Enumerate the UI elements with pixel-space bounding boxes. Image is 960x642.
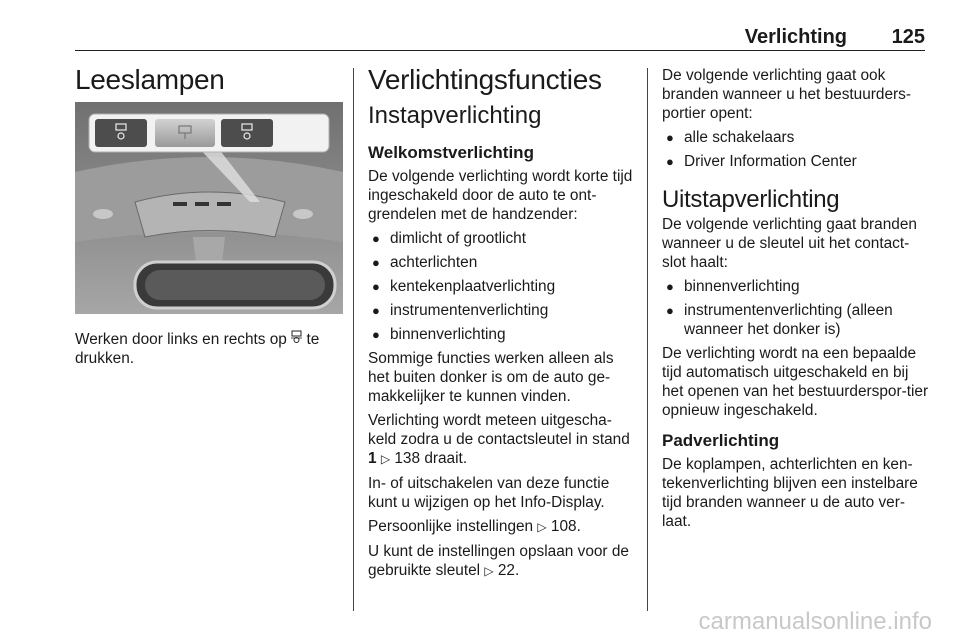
bullet-list [662, 128, 930, 171]
list-item: ● dimlicht of grootlicht [368, 229, 636, 248]
watermark: carmanualsonline.info [698, 608, 932, 635]
list-item: ● Driver Information Center [662, 152, 930, 171]
paragraph: De volgende verlichting gaat ook branden wanneer u het bestuurders-portier opent: [662, 67, 911, 122]
paragraph: U kunt de instellingen opslaan voor de gebruikte sleutel ▷ 22. [368, 543, 629, 579]
page-reference-link[interactable]: 108. [550, 518, 581, 535]
section-heading: Verlichtingsfuncties [368, 64, 602, 95]
reference-arrow-icon: ▷ [537, 520, 547, 534]
section-heading: Leeslampen [75, 64, 225, 95]
paragraph: Sommige functies werken alleen als het buiten donker is om de auto ge-makkelijker te kunnen vinden. [368, 350, 614, 405]
subsubsection-heading: Welkomstverlichting [368, 143, 534, 162]
page-number: 125 [891, 26, 925, 48]
page-reference-link[interactable]: 138 draait. [394, 450, 468, 467]
header-title: Verlichting [744, 26, 847, 48]
column-3 [662, 62, 930, 536]
list-item: ● achterlichten [368, 253, 636, 272]
reading-lamp-icon [291, 330, 302, 349]
page-reference-link[interactable]: 22. [497, 562, 520, 579]
reference-arrow-icon: ▷ [484, 564, 494, 578]
subsection-heading: Instapverlichting [368, 102, 542, 129]
column-2 [368, 62, 636, 586]
list-item: ● binnenverlichting [368, 325, 636, 344]
photo-caption: Werken door links en rechts op te drukken. [75, 331, 320, 367]
paragraph: De koplampen, achterlichten en ken-tekenverlichting blijven een instelbare tijd branden wanneer u de auto ver-laat. [662, 456, 918, 530]
list-item: ● alle schakelaars [662, 128, 930, 147]
list-item: ● kentekenplaatverlichting [368, 277, 636, 296]
list-item: ● instrumentenverlichting (alleen wanneer het donker is) [662, 301, 930, 339]
page-header [75, 26, 925, 51]
bullet-list [662, 277, 930, 339]
list-item: ● binnenverlichting [662, 277, 930, 296]
section-heading: Uitstapverlichting [662, 186, 840, 213]
bullet-list [368, 229, 636, 344]
paragraph: De verlichting wordt na een bepaalde tijd automatisch uitgeschakeld en bij het openen van het bestuurderspor-tier opnieuw ingeschakeld. [662, 345, 929, 419]
paragraph: Verlichting wordt meteen uitgescha-keld zodra u de contactsleutel in stand 1 ▷ 138 draait. [368, 412, 630, 467]
paragraph: De volgende verlichting wordt korte tijd ingeschakeld door de auto te ont-grendelen met de handzender: [368, 168, 633, 223]
overhead-console-photo [75, 102, 343, 314]
paragraph: In- of uitschakelen van deze functie kunt u wijzigen op het Info-Display. [368, 475, 610, 511]
reading-lamp-illustration [75, 102, 343, 314]
column-divider [647, 68, 648, 611]
column-divider [353, 68, 354, 611]
column-1 [75, 62, 343, 373]
list-item: ● instrumentenverlichting [368, 301, 636, 320]
subsection-heading: Padverlichting [662, 431, 780, 450]
reference-arrow-icon: ▷ [380, 452, 391, 466]
paragraph: De volgende verlichting gaat branden wanneer u de sleutel uit het contact-slot haalt: [662, 216, 917, 271]
paragraph: Persoonlijke instellingen ▷ 108. [368, 518, 581, 535]
